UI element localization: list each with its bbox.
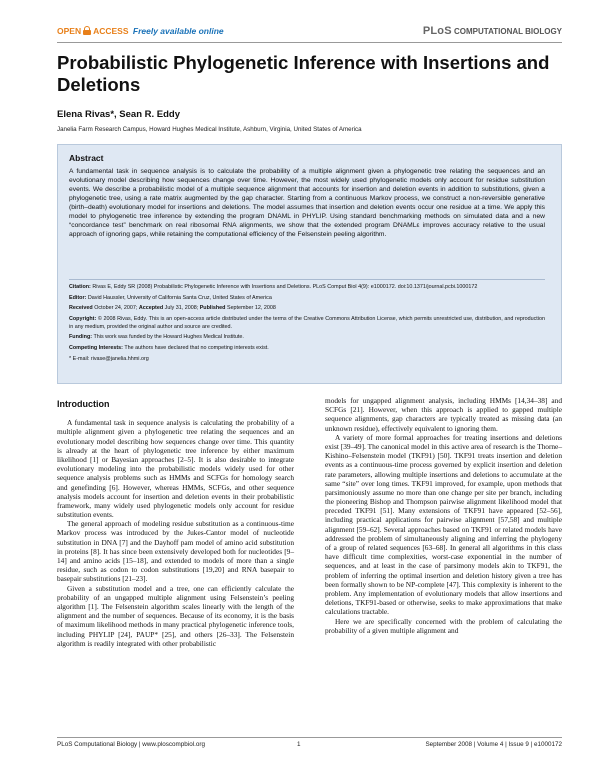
journal-name: COMPUTATIONAL BIOLOGY: [454, 27, 562, 36]
author-list: Elena Rivas*, Sean R. Eddy: [57, 109, 181, 120]
article-metadata: [69, 284, 545, 366]
editor: Editor: David Haussler, University of California Santa Cruz, United States of America: [69, 294, 272, 301]
footer-journal: PLoS Computational Biology | www.ploscompbiol.org: [57, 741, 205, 748]
abstract-divider: [69, 279, 545, 280]
journal-logo: [423, 25, 562, 37]
citation: Citation: Rivas E, Eddy SR (2008) Probabilistic Phylogenetic Inference with Insertions and Deletions. PLoS Comput Biol 4(9): e1000172. doi:10.1371/journal.pcbi.1000172: [69, 284, 478, 290]
left-column: [57, 400, 294, 648]
corresponding-email[interactable]: * E-mail: rivase@janelia.hhmi.org: [69, 355, 149, 362]
affiliation: Janelia Farm Research Campus, Howard Hughes Medical Institute, Ashburn, Virginia, United States of America: [57, 126, 362, 133]
dates: Received October 24, 2007; Accepted July 31, 2008; Published September 12, 2008: [69, 305, 276, 312]
paragraph: A fundamental task in sequence analysis is calculating the probability of a multiple alignment given a phylogenetic tree relating the sequences and an evolutionary model describing how sequences change over time. This quantity is already at the heart of phylogenetic tree inference by either maximum likelihood [1] or Bayesian approaches [2–5]. It is also desirable to integrate evolutionary modeling into the probabilistic models widely used for other sequence analysis problems such as HMMs and SCFGs for homology search and genefinding [6]. However, whereas HMMs, SCFGs, and other sequence analysis models account for insertion and deletion events in their probabilistic framework, many widely used phylogenetic models only account for residue substitution events.: [57, 418, 294, 520]
paragraph: Here we are specifically concerned with the problem of calculating the probability of a given multiple alignment and: [325, 616, 562, 635]
open-label: OPEN: [57, 26, 82, 36]
abstract-text: A fundamental task in sequence analysis is to calculate the probability of a multiple alignment given a phylogenetic tree relating the sequences and an evolutionary model describing how sequences change over time. However, the most widely used phylogenetic models only account for residue substitution events. We describe a probabilistic model of a multiple sequence alignment that accounts for insertion and deletion events in addition to substitutions, given a phylogenetic tree, using a rate matrix augmented by the gap character. Starting from a continuous Markov process, we construct a non-reversible generative (birth–death) evolutionary model for insertions and deletions. The model assumes that insertion and deletion events occur one residue at a time. We apply this model to phylogenetic tree inference by extending the program DNAML in PHYLIP. Using standard benchmarking methods on simulated data and a new “concordance test” benchmark on real ribosomal RNA alignments, we show that the extended program DNAMLε improves accuracy relative to the usual approach of ignoring gaps, while retaining the computational efficiency of the Felsenstein peeling algorithm.: [69, 168, 545, 239]
freely-available-label: Freely available online: [132, 26, 224, 36]
competing-interests: Competing Interests: The authors have declared that no competing interests exist.: [69, 344, 269, 351]
footer-issue: September 2008 | Volume 4 | Issue 9 | e1000172: [425, 741, 562, 748]
header-divider: [57, 42, 562, 43]
funding: Funding: This work was funded by the Howard Hughes Medical Institute.: [69, 334, 244, 341]
footer-divider: [57, 737, 562, 738]
plos-wordmark: PLoS: [422, 25, 452, 37]
article-title: Probabilistic Phylogenetic Inference with Insertions and Deletions: [57, 52, 550, 95]
paragraph: The general approach of modeling residue substitution as a continuous-time Markov process was introduced by the Jukes-Cantor model of nucleotide substitution in DNA [7] and the Dayhoff pam model of amino acid substitution in proteins [8]. It has since been extensively developed both for nucleotides [9–14] and amino acids [15–18], and extended to models of more than a single residue, such as codon to codon substitutions [19,20] and RNA basepair to basepair substitutions [21–23].: [57, 519, 294, 584]
paragraph: Given a substitution model and a tree, one can efficiently calculate the probability of an ungapped multiple alignment using Felsenstein’s peeling algorithm [1]. The Felsenstein algorithm scales linearly with the length of the alignment and the number of sequences. Because of its economy, it is the basis of maximum likelihood methods in many practical phylogenetic inference tools, including PHYLIP [24], PAUP* [25], and others [26–33]. The Felsenstein algorithm is readily integrated with other probabilistic: [57, 583, 294, 648]
paragraph: A variety of more formal approaches for treating insertions and deletions exist [39–49]. The canonical model in this active area of research is the Thorne–Kishino–Felsenstein model (TKF91) [50]. TKF91 treats insertion and deletion events as a continuous-time process governed by explicit insertion and deletion rate parameters, allowing multiple insertions and deletions to accumulate at the same “site” over long times. TKF91 improved, for example, upon methods that parsimoniously assume no more than one change per site per branch, including the pioneering Bishop and Thompson pairwise alignment likelihood model that preceded TKF91 [51]. Many extensions of TKF91 have appeared [52–56], including practical applications for pairwise alignment [57,58] and multiple alignment [59–62]. Several approaches based on TKF91 or related models have addressed the problem of simultaneously aligning and inferring the phylogeny of a group of related sequences [63–68]. In general all algorithms in this class have difficult time complexities, worst-case exponential in the number of sequences, and at least in the case of parsimony models akin to TKF91, the problem of inferring the optimal insertion and deletion history given a tree has been formally shown to be NP-complete [47]. This complexity is inherent to the problem. Any implementation of evolutionary models that allow insertions and deletions, TKF91-based or otherwise, seeks to make approximations that make calculations tractable.: [325, 432, 562, 617]
page-number: 1: [297, 741, 301, 748]
abstract-heading: Abstract: [69, 153, 104, 163]
abstract-box: [57, 144, 562, 384]
journal-header: [57, 25, 562, 39]
introduction-heading: Introduction: [57, 399, 110, 409]
right-column: [325, 396, 562, 635]
access-label: ACCESS: [93, 26, 129, 36]
open-access-lock-icon: [83, 26, 91, 35]
copyright: Copyright: © 2008 Rivas, Eddy. This is an open-access article distributed under the terms of the Creative Commons Attribution License, which permits unrestricted use, distribution, and reproduction in any medium, provided the original author and source are credited.: [69, 316, 546, 330]
paragraph: models for ungapped alignment analysis, including HMMs [14,34–38] and SCFGs [21]. However, when this approach is applied to gapped multiple sequence alignments, gap characters are typically treated as missing data (an unknown residue), effectively equivalent to ignoring them.: [325, 396, 562, 433]
open-access-logo: [57, 26, 224, 36]
